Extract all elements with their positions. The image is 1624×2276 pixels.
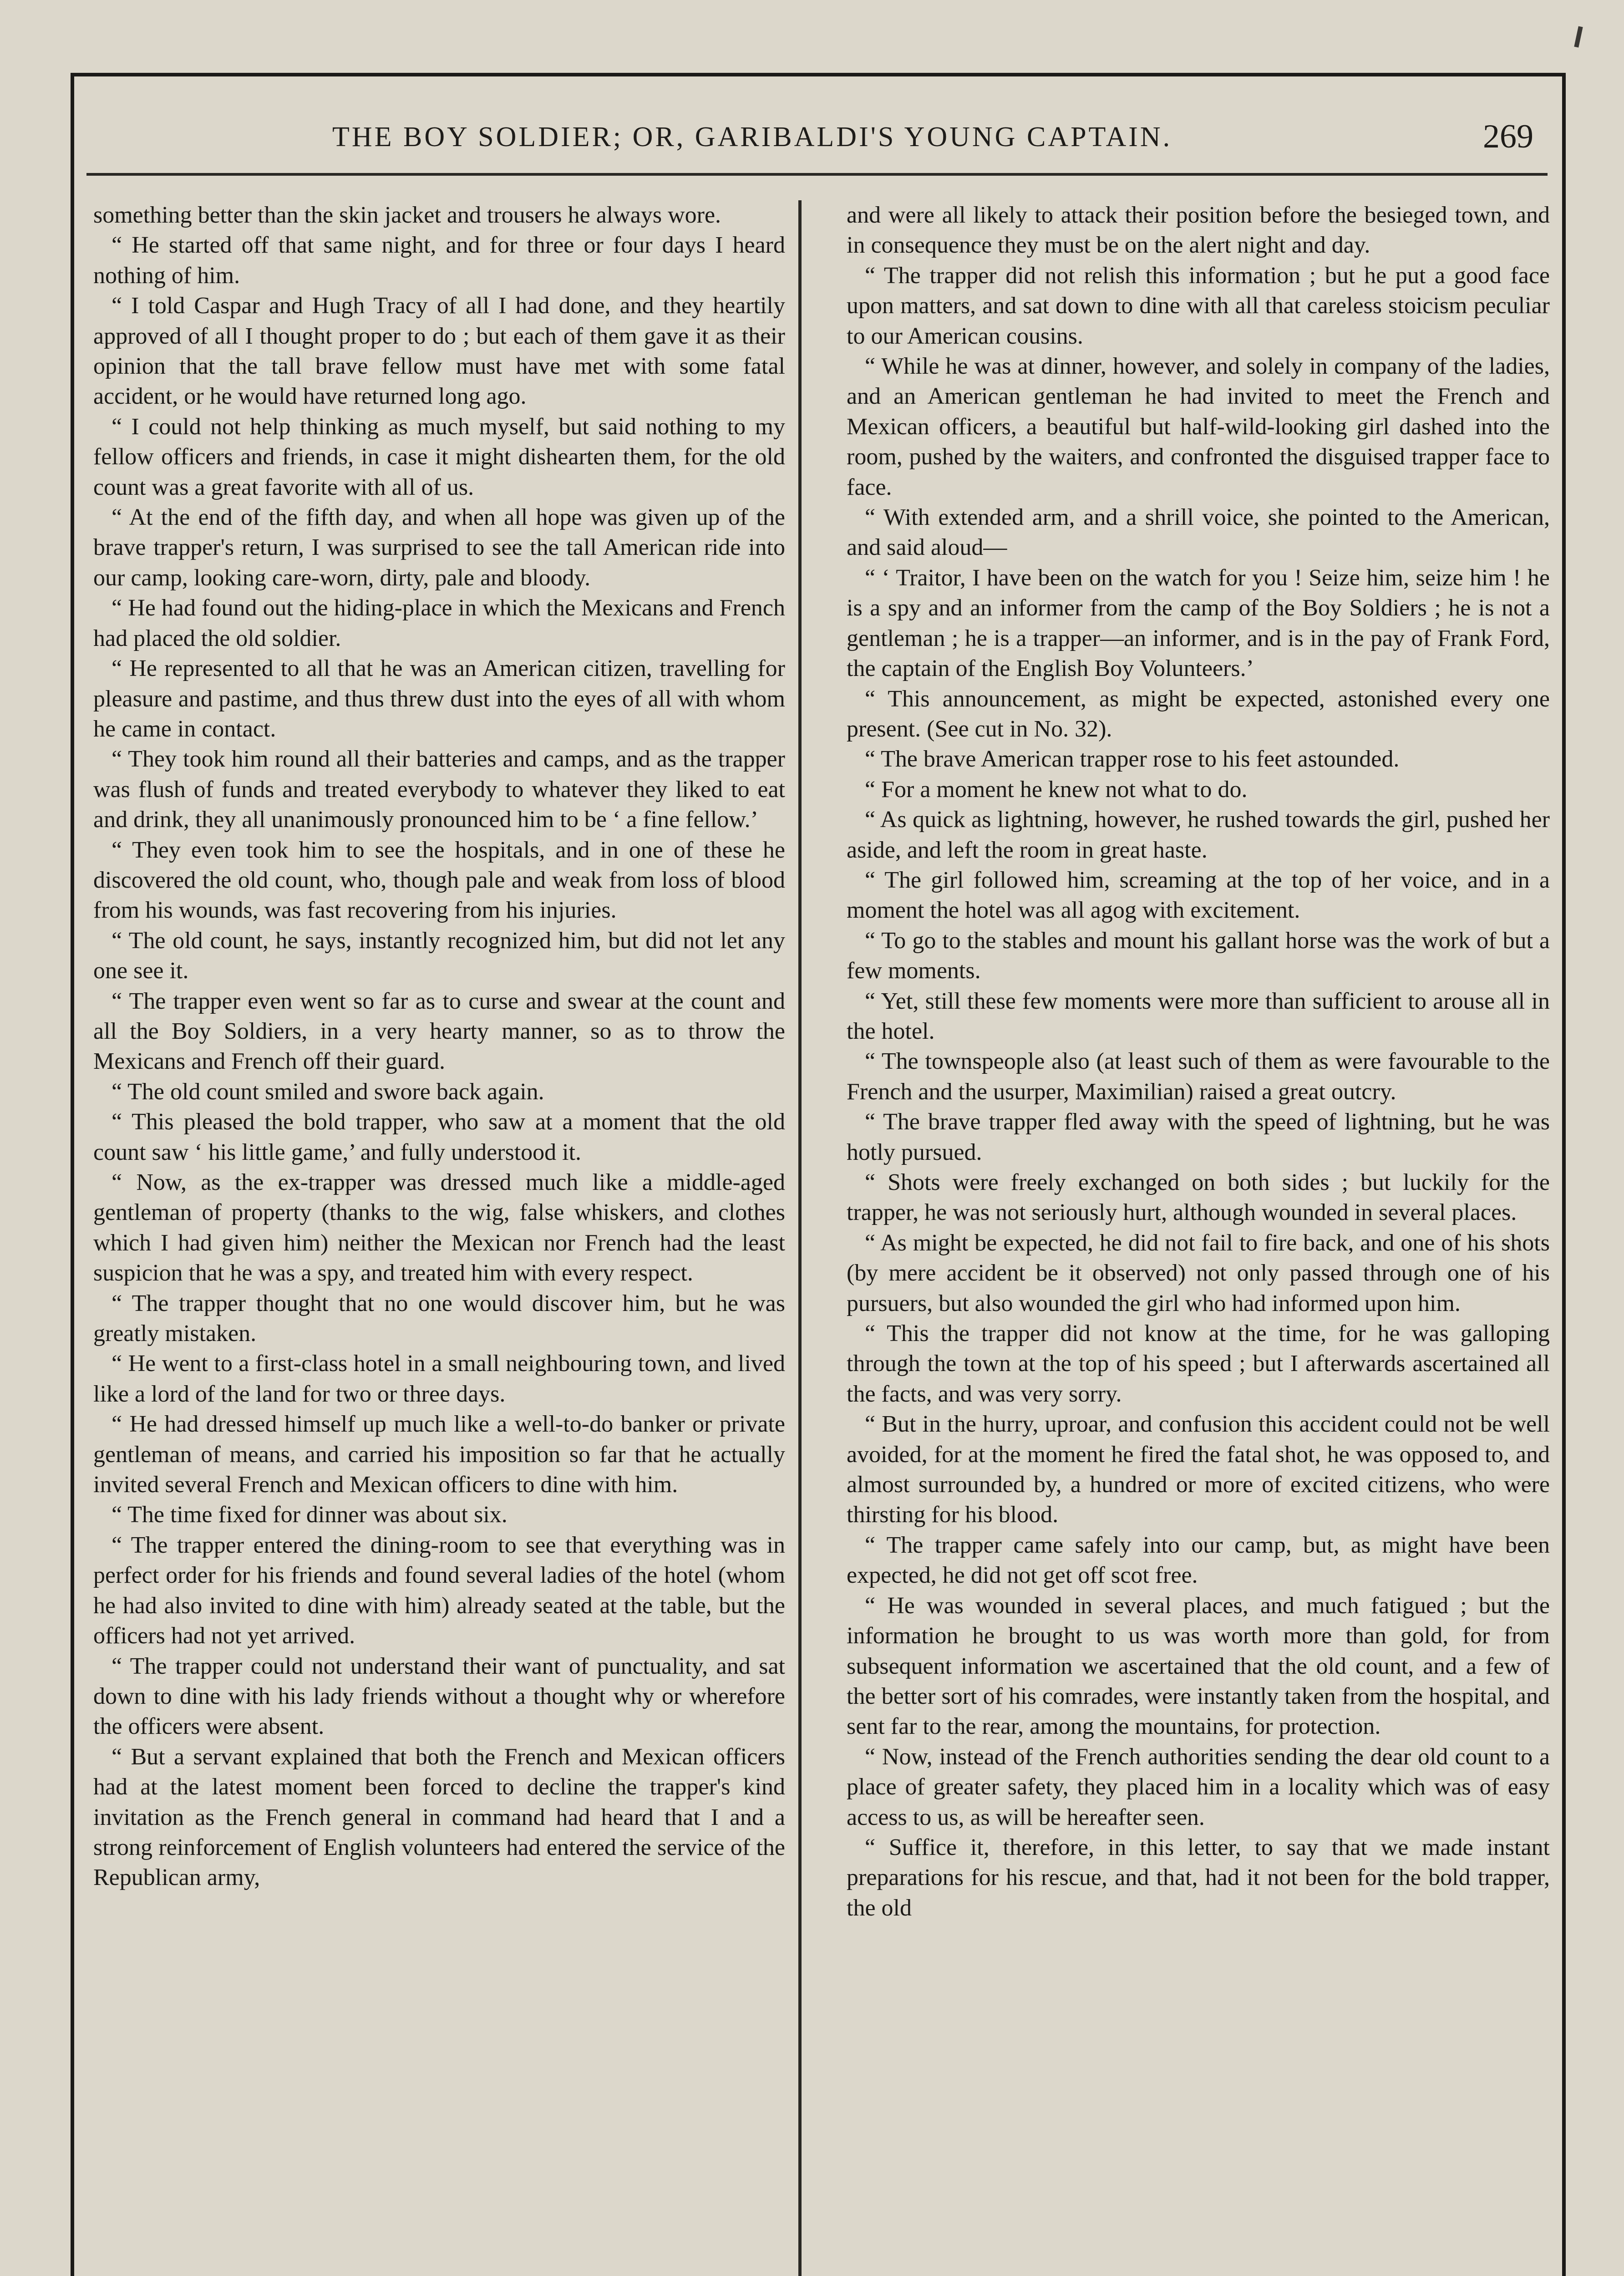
paragraph: “ But a servant explained that both the French and Mexican officers had at the latest moment been forced to decline the trapper's kind invitation as the French general in command had heard that I and a strong reinforcement of English volunteers had entered the service of the Republican army, <box>93 1743 785 1891</box>
paragraph: “ The trapper entered the dining-room to see that everything was in perfect order for his friends and found several ladies of the hotel (whom he had also invited to dine with him) already seated at the table, but the officers had not yet arrived. <box>93 1532 785 1649</box>
paragraph: “ As quick as lightning, however, he rushed towards the girl, pushed her aside, and left the room in great haste. <box>847 807 1550 863</box>
paragraph: “ He had dressed himself up much like a well-to-do banker or private gentleman of means, and carried his imposition so far that he actually invited several French and Mexican officers to dine with him. <box>93 1411 785 1498</box>
page-number: 269 <box>1483 118 1533 155</box>
paragraph: “ With extended arm, and a shrill voice, she pointed to the American, and said aloud— <box>847 504 1550 561</box>
paragraph: “ This the trapper did not know at the time, for he was galloping through the town at the top of his speed ; but I afterwards ascertained all the facts, and was very sorry. <box>847 1321 1550 1407</box>
paragraph: “ I told Caspar and Hugh Tracy of all I had done, and they heartily approved of all I thought proper to do ; but each of them gave it as their opinion that the tall brave fellow must have met with some fatal accident, or he would have returned long ago. <box>93 293 785 410</box>
paragraph: “ He represented to all that he was an American citizen, travelling for pleasure and pastime, and thus threw dust into the eyes of all with whom he came in contact. <box>93 655 785 742</box>
paragraph: “ The townspeople also (at least such of them as were favourable to the French and the usurper, Maximilian) raised a great outcry. <box>847 1048 1550 1105</box>
paragraph: “ Now, instead of the French authorities sending the dear old count to a place of greater safety, they placed him in a locality which was of easy access to us, as will be hereafter seen. <box>847 1743 1550 1830</box>
paragraph: “ But in the hurry, uproar, and confusion this accident could not be well avoided, for at the moment he fired the fatal shot, he was opposed to, and almost surrounded by, a hundred or more of excited citizens, who were thirsting for his blood. <box>847 1411 1550 1528</box>
paragraph: “ ‘ Traitor, I have been on the watch for you ! Seize him, seize him ! he is a spy and an informer from the camp of the Boy Soldiers ; he is not a gentleman ; he is a trapper—an informer, and is in the pay of Frank Ford, the captain of the English Boy Volunteers.’ <box>847 564 1550 682</box>
paragraph: “ This pleased the bold trapper, who saw at a moment that the old count saw ‘ his little game,’ and fully understood it. <box>93 1109 785 1165</box>
paragraph: “ Suffice it, therefore, in this letter, to say that we made instant preparations for his rescue, and that, had it not been for the bold trapper, the old <box>847 1834 1550 1921</box>
left-column <box>93 200 785 2276</box>
paragraph: “ The trapper even went so far as to curse and swear at the count and all the Boy Soldiers, in a very hearty manner, so as to throw the Mexicans and French off their guard. <box>93 988 785 1075</box>
paragraph: “ He had found out the hiding-place in which the Mexicans and French had placed the old soldier. <box>93 595 785 651</box>
paragraph: “ He was wounded in several places, and much fatigued ; but the information he brought to us was worth more than gold, for from subsequent information we ascertained that the old count, and a few of the better sort of his comrades, were instantly taken from the hospital, and sent far to the rear, among the mountains, for protection. <box>847 1592 1550 1740</box>
paragraph: “ He went to a first-class hotel in a small neighbouring town, and lived like a lord of the land for two or three days. <box>93 1351 785 1407</box>
paragraph: “ Now, as the ex-trapper was dressed much like a middle-aged gentleman of property (thanks to the wig, false whiskers, and clothes which I had given him) neither the Mexican nor French had the least suspicion that he was a spy, and treated him with every respect. <box>93 1169 785 1286</box>
paragraph: “ While he was at dinner, however, and solely in company of the ladies, and an American gentleman he had invited to meet the French and Mexican officers, a beautiful but half-wild-looking girl dashed into the room, pushed by the waiters, and confronted the disguised trapper face to face. <box>847 353 1550 500</box>
paragraph: “ The girl followed him, screaming at the top of her voice, and in a moment the hotel was all agog with excitement. <box>847 867 1550 924</box>
paragraph: “ They took him round all their batteries and camps, and as the trapper was flush of funds and treated everybody to whatever they liked to eat and drink, they all unanimously pronounced him to be ‘ a fine fellow.’ <box>93 746 785 833</box>
paragraph: “ He started off that same night, and for three or four days I heard nothing of him. <box>93 232 785 289</box>
column-rule <box>798 200 802 2276</box>
paragraph: “ To go to the stables and mount his gallant horse was the work of but a few moments. <box>847 927 1550 984</box>
paragraph: “ The trapper could not understand their want of punctuality, and sat down to dine with his lady friends without a thought why or wherefore the officers were absent. <box>93 1653 785 1740</box>
paragraph: “ The time fixed for dinner was about six. <box>112 1502 508 1528</box>
paragraph: “ This announcement, as might be expected, astonished every one present. (See cut in No. 32). <box>847 686 1550 742</box>
pen-mark <box>1574 26 1583 47</box>
paragraph: “ The trapper came safely into our camp, but, as might have been expected, he did not get off scot free. <box>847 1532 1550 1589</box>
paragraph: “ The old count, he says, instantly recognized him, but did not let any one see it. <box>93 927 785 984</box>
paragraph: and were all likely to attack their position before the besieged town, and in consequence they must be on the alert night and day. <box>847 202 1550 259</box>
paragraph: “ The trapper did not relish this information ; but he put a good face upon matters, and sat down to dine with all that careless stoicism peculiar to our American cousins. <box>847 262 1550 349</box>
paragraph: “ The brave American trapper rose to his feet astounded. <box>865 746 1400 772</box>
paragraph: something better than the skin jacket and trousers he always wore. <box>93 202 721 228</box>
paragraph: “ The brave trapper fled away with the speed of lightning, but he was hotly pursued. <box>847 1109 1550 1165</box>
paragraph: “ Yet, still these few moments were more than sufficient to arouse all in the hotel. <box>847 988 1550 1044</box>
paragraph: “ The old count smiled and swore back again. <box>112 1078 544 1105</box>
paragraph: “ The trapper thought that no one would discover him, but he was greatly mistaken. <box>93 1290 785 1347</box>
running-header: THE BOY SOLDIER; OR, GARIBALDI'S YOUNG CAPTAIN. <box>332 122 1172 152</box>
paragraph: “ I could not help thinking as much myself, but said nothing to my fellow officers and friends, in case it might dishearten them, for the old count was a great favorite with all of us. <box>93 413 785 500</box>
header-rule <box>86 173 1548 176</box>
paragraph: “ For a moment he knew not what to do. <box>865 776 1248 803</box>
right-column <box>847 200 1550 2276</box>
paragraph: “ At the end of the fifth day, and when all hope was given up of the brave trapper's return, I was surprised to see the tall American ride into our camp, looking care-worn, dirty, pale and bloody. <box>93 504 785 591</box>
paragraph: “ Shots were freely exchanged on both sides ; but luckily for the trapper, he was not seriously hurt, although wounded in several places. <box>847 1169 1550 1226</box>
paragraph: “ They even took him to see the hospitals, and in one of these he discovered the old count, who, though pale and weak from loss of blood from his wounds, was fast recovering from his injuries. <box>93 837 785 924</box>
paragraph: “ As might be expected, he did not fail to fire back, and one of his shots (by mere accident be it observed) not only passed through one of his pursuers, but also wounded the girl who had informed upon him. <box>847 1229 1550 1316</box>
